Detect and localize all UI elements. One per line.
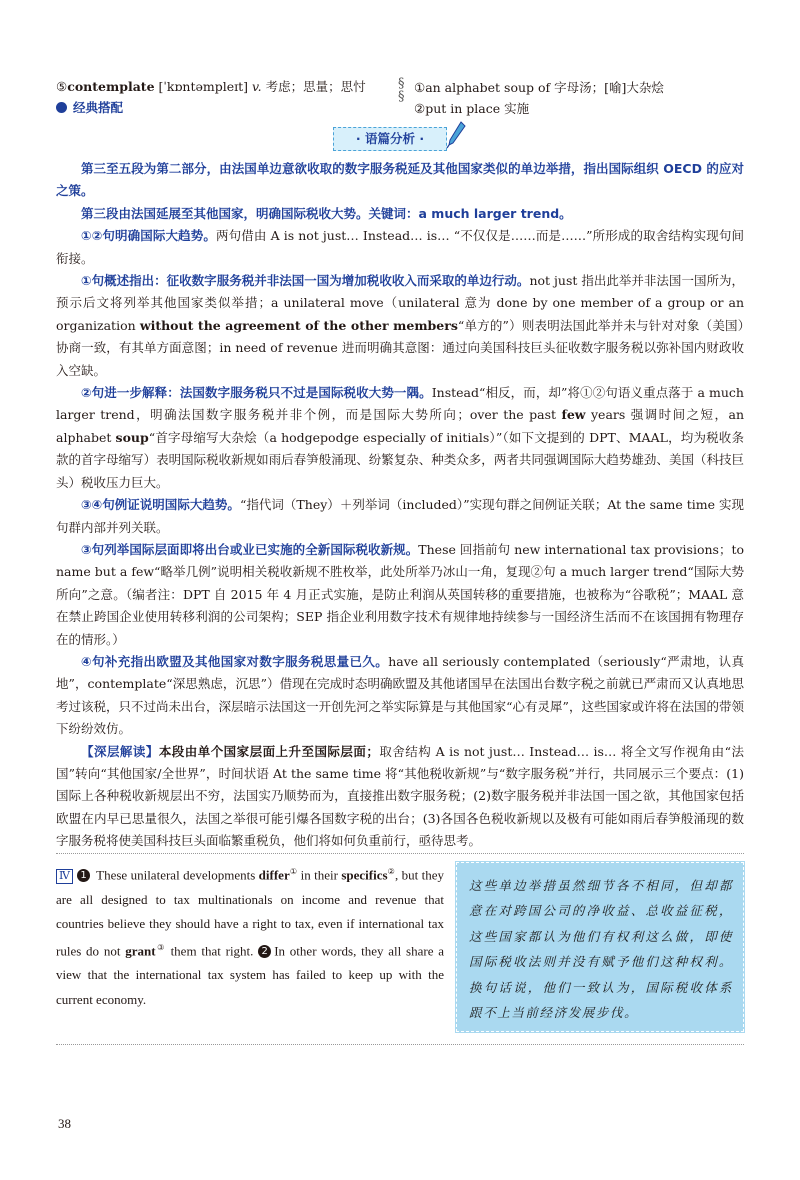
sentence-number: 1 [77,869,90,882]
collocations-heading: 经典搭配 [73,100,124,115]
section-title: · 语篇分析 · [333,127,447,151]
analysis-paragraph: 第三段由法国延展至其他国家，明确国际税收大势。关键词：a much larger trend。 [81,205,572,221]
chinese-translation-box: 这些单边举措虽然细节各不相同，但却都意在对跨国公司的净收益、总收益征税，这些国家都认为他们有权利这么做，即使国际税收法则并没有赋予他们这种权利。换句话说，他们一致认为，国际税收体系跟不上当前经济发展步伐。 [456,862,744,1032]
vocab-phonetic: [ˈkɒntəmpleɪt] [158,79,249,94]
analysis-paragraph: 第三至五段为第二部分，由法国单边意欲收取的数字服务税延及其他国家类似的单边举措，指出国际组织 OECD 的应对之策。 [56,161,744,199]
collocation-item: ②put in place 实施 [414,101,530,116]
english-passage: Ⅳ 1 These unilateral developments differ① in their specifics②, but they are all designed to tax multinationals on income and revenue that countries believe they should have a right to tax, even if international tax rules do not grant③ them that right. 2 In other words, they all share a view that the international tax system has failed to keep up with the current economy. [56,867,445,1007]
paragraph-number: Ⅳ [56,869,73,884]
sentence-number: 2 [258,945,271,958]
analysis-paragraph: ①②句明确国际大趋势。两句借由 A is not just… Instead… is… “不仅仅是……而是……”所形成的取舍结构实现句间衔接。 [56,228,744,266]
analysis-paragraph: ③④句例证说明国际大趋势。“指代词（They）＋列举词（included）”实现句群之间例证关联；At the same time 实现句群内部并列关联。 [56,497,744,535]
vocab-definition: 考虑；思量；思忖 [265,79,366,94]
divider [56,853,744,854]
spiral-binding-icon: § § [398,76,405,104]
analysis-paragraph: ③句列举国际层面即将出台或业已实施的全新国际税收新规。These 回指前句 new international tax provisions；to name but a few“略举几例”说明相关税收新规不胜枚举，此处所举乃冰山一角，复现②句 a much larger trend“国际大势所向”之意。（编者注：DPT 自 2015 年 4 月正式实施，是防止利润从英国转移的重要措施，也被称为“谷歌税”；MAAL 意在禁止跨国企业使用转移利润的公司架构；SEP 指企业利用数字技术有规律地持续参与一国经济生活而不在该国拥有物理存在的情形。） [56,541,744,647]
vocab-number: ⑤ [56,79,68,94]
analysis-paragraph: ②句进一步解释：法国数字服务税只不过是国际税收大势一隅。Instead“相反，而，却”将①②句语义重点落于 a much larger trend，明确法国数字服务税并非个例，而是国际大势所向；over the past few years 强调时间之短，an alphabet soup“首字母缩写大杂烩（a hodgepodge especially of initials）”（如下文提到的 DPT、MAAL，均为税收条款的首字母缩写）表明国际税收新规如雨后春笋般涌现、纷繁复杂、种类众多，两者共同强调国际大趋势雄劲、美国（科技巨头）税收压力巨大。 [56,385,744,490]
discourse-analysis [56,158,744,853]
divider [56,1044,744,1045]
pen-icon [446,121,466,149]
page-number: 38 [58,1116,71,1131]
collocation-item: ①an alphabet soup of 字母汤；[喻]大杂烩 [414,80,664,95]
analysis-paragraph: ④句补充指出欧盟及其他国家对数字服务税思量已久。have all seriously contemplated（seriously“严肃地，认真地”，contemplate“深思熟虑，沉思”）借现在完成时态明确欧盟及其他诸国早在法国出台数字税之前就已严肃而又认真地思考过该税，只不过尚未出台，深层暗示法国这一开创先河之举实际算是与其他国家“心有灵犀”，这些国家或许将在法国的带领下纷纷效仿。 [56,653,744,737]
deep-reading-paragraph: 【深层解读】本段由单个国家层面上升至国际层面；取舍结构 A is not just… Instead… is… 将全文写作视角由“法国”转向“其他国家/全世界”，时间状语 At the same time 将“其他税收新规”与“数字服务税”并行，共同展示三个要点：(1)国际上各种税收新规层出不穷，法国实乃顺势而为，直接推出数字服务税；(2)数字服务税并非法国一国之欲，其他国家包括欧盟在内早已思量很久，法国之举很可能引爆各国数字税的出台；(3)各国各色税收新规以及极有可能如雨后春笋般涌现的数字服务税将使美国科技巨头面临繁重税负，他们将如何负重前行，亟待思考。 [56,743,744,849]
bullet-dot-icon [56,102,67,113]
vocab-entry-contemplate [56,77,396,117]
analysis-paragraph: ①句概述指出：征收数字服务税并非法国一国为增加税收收入而采取的单边行动。not just 指出此举并非法国一国所为，预示后文将列举其他国家类似举措；a unilateral move（unilateral 意为 done by one member of a group or an organization without the agreement of the other members“单方的”）则表明法国此举并未与针对对象（美国）协商一致，有其单方面意图；in need of revenue 进而明确其意图：通过向美国科技巨头征收数字服务税以弥补国内财政收入空缺。 [56,273,744,378]
vocab-pos: v. [252,79,262,94]
collocation-list [414,77,754,119]
vocab-highlight: grant [125,943,156,959]
vocab-highlight: differ [258,867,290,883]
vocab-highlight: specifics [341,867,388,883]
vocab-word: contemplate [67,79,155,94]
